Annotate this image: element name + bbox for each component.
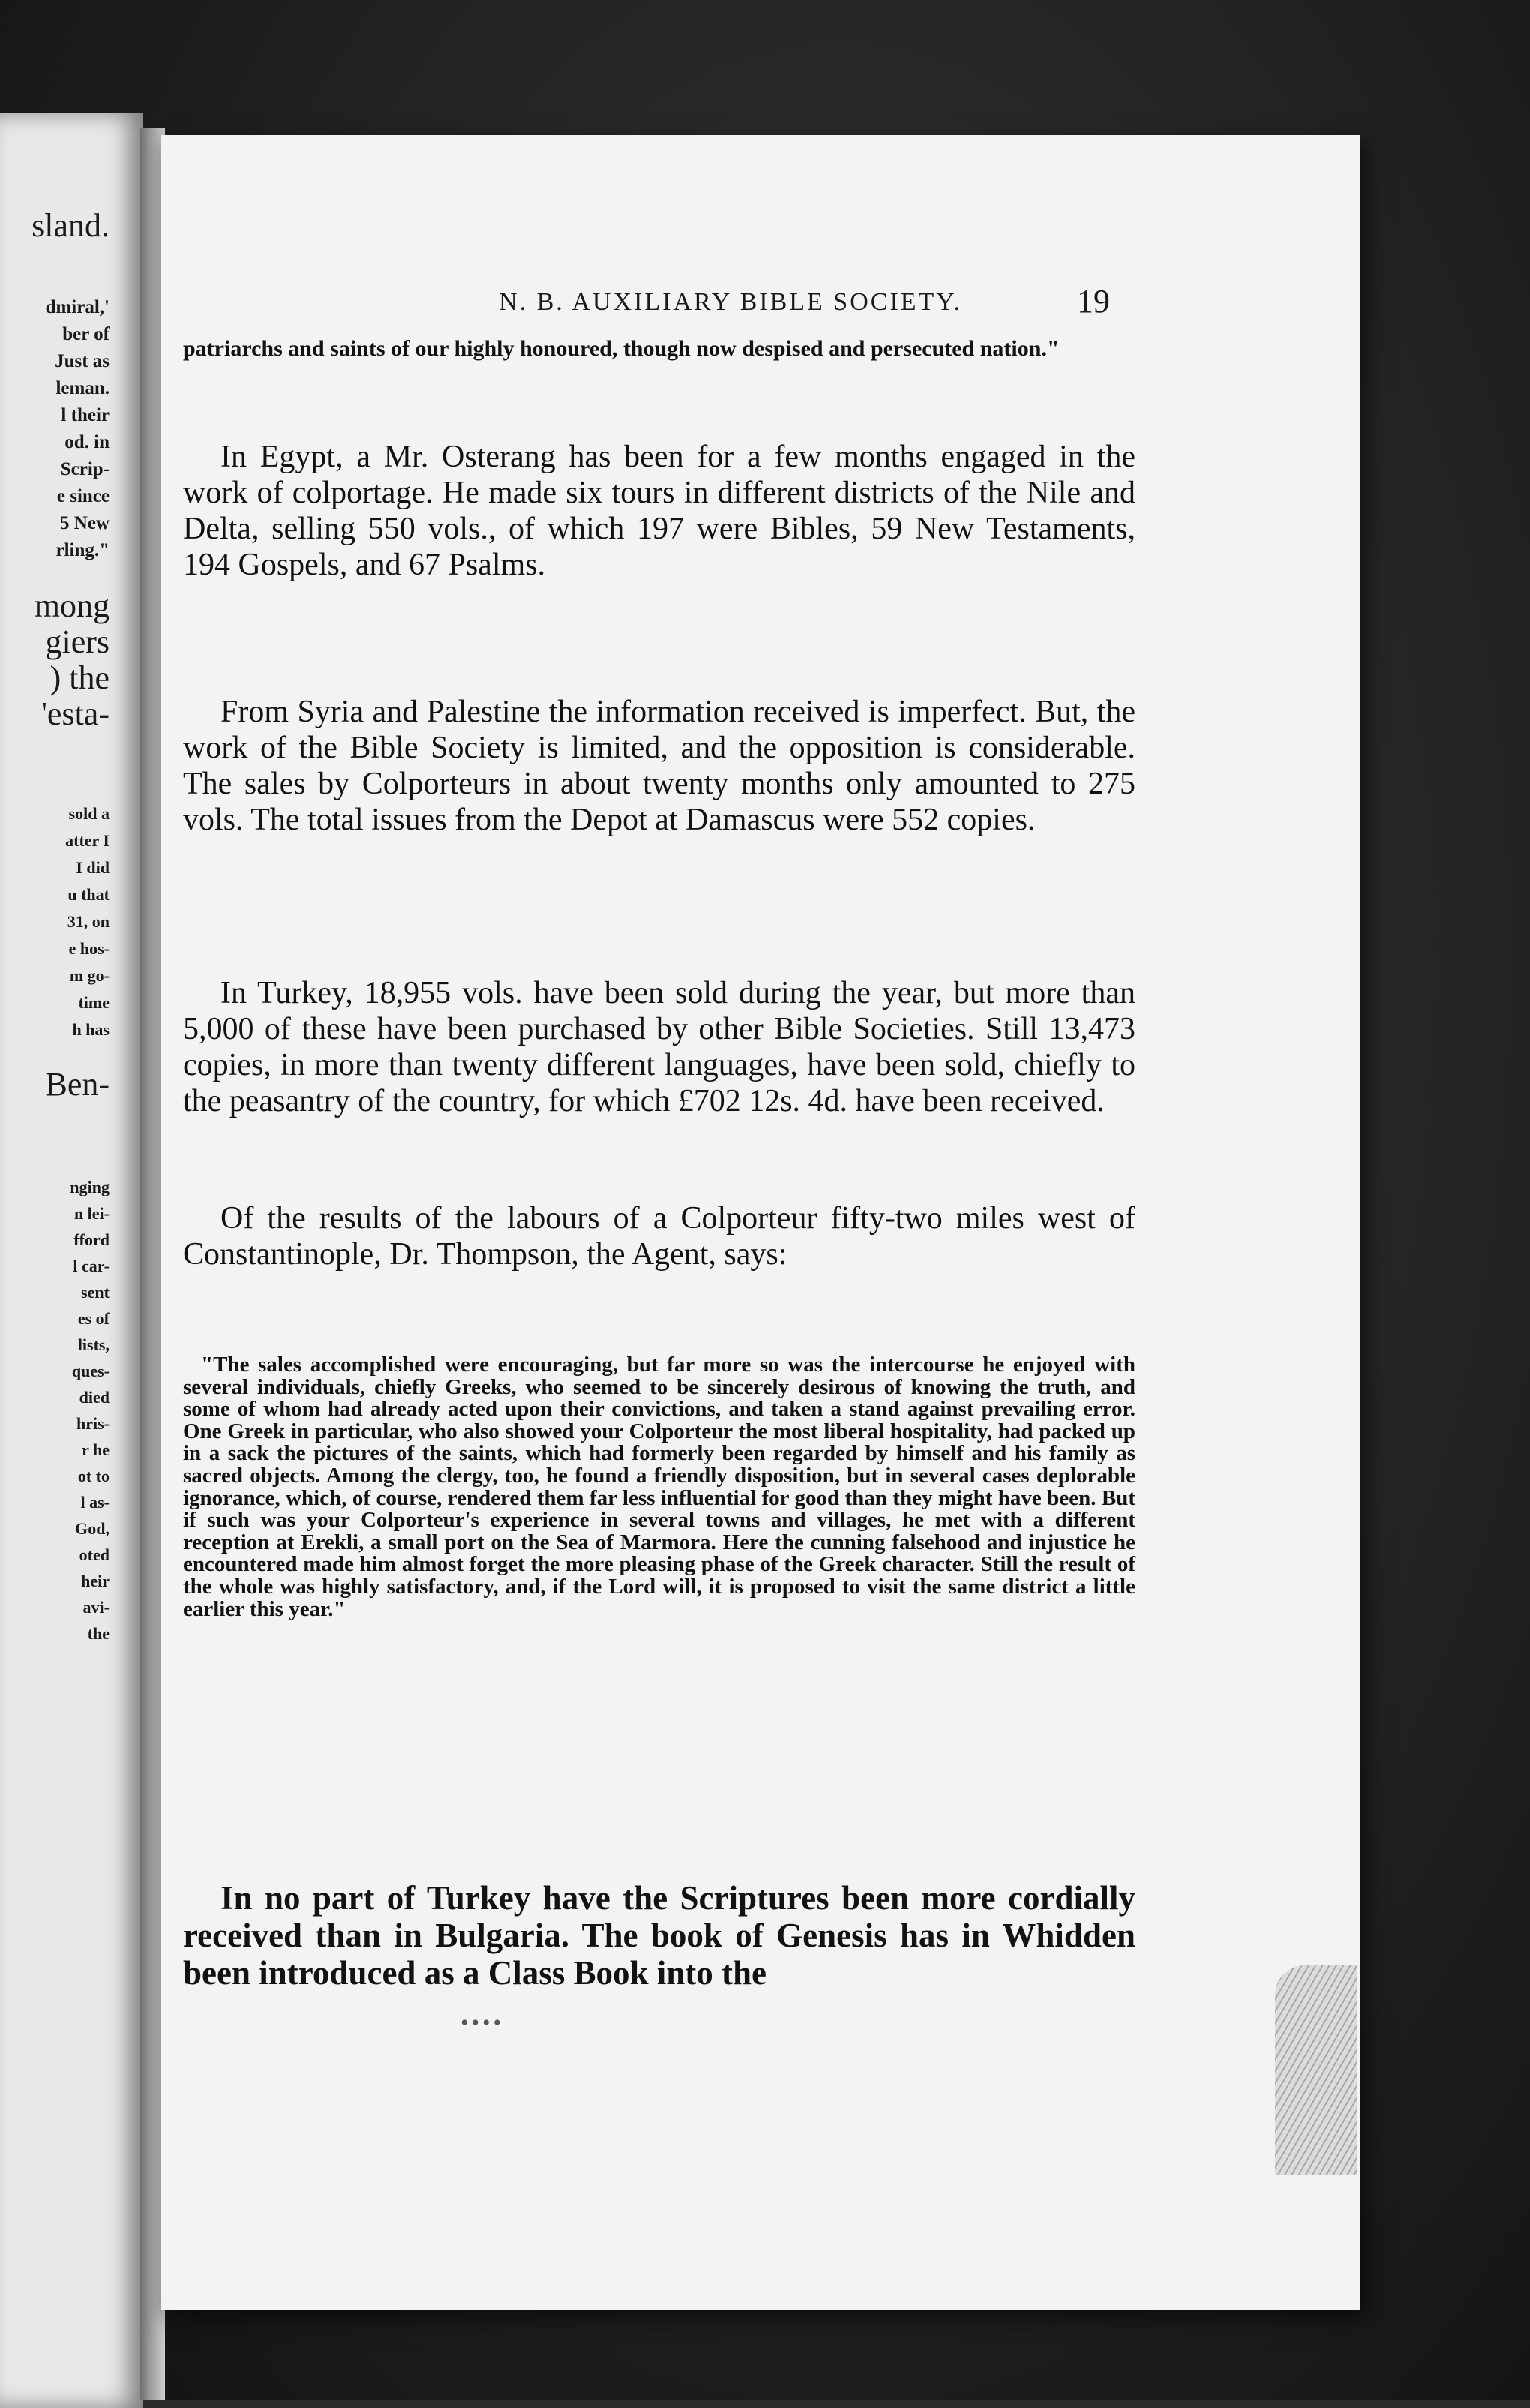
paragraph-colporteur-results: Of the results of the labours of a Colporteur fifty-two miles west of Constantinople, Dr. Thompson, the Agent, says: bbox=[183, 1201, 1136, 1272]
left-page-text-fragment: dmiral,' bbox=[45, 297, 110, 317]
paragraph-continued-quote: patriarchs and saints of our highly honoured, though now despised and persecuted nation." bbox=[183, 336, 1060, 361]
left-page-text-fragment: l as- bbox=[80, 1493, 110, 1512]
left-page-text-fragment: the bbox=[87, 1624, 110, 1643]
left-page-text-fragment: hris- bbox=[76, 1414, 110, 1433]
left-facing-page bbox=[0, 113, 142, 2408]
left-page-text-fragment: sold a bbox=[68, 804, 110, 823]
left-page-text-fragment: heir bbox=[81, 1572, 110, 1590]
paragraph-bulgaria: In no part of Turkey have the Scriptures been more cordially received than in Bulgaria. The book of Genesis has in Whidden been introduced as a Class Book into the bbox=[183, 1879, 1136, 1992]
left-page-text-fragment: u that bbox=[68, 885, 110, 904]
left-page-text-fragment: m go- bbox=[69, 966, 110, 985]
left-page-text-fragment: leman. bbox=[56, 378, 110, 398]
left-page-text-fragment: lists, bbox=[77, 1335, 110, 1354]
left-page-text-fragment: r he bbox=[82, 1440, 110, 1459]
left-page-text-fragment: fford bbox=[74, 1230, 110, 1249]
left-page-text-fragment: l car- bbox=[73, 1257, 110, 1275]
left-page-text-fragment: sland. bbox=[32, 207, 110, 244]
running-head: N. B. AUXILIARY BIBLE SOCIETY. bbox=[499, 288, 962, 316]
left-page-text-fragment: 'esta- bbox=[41, 695, 110, 732]
paragraph-syria-palestine: From Syria and Palestine the information received is imperfect. But, the work of the Bible Society is limited, and the opposition is considerable. The sales by Colporteurs in about twenty months only amounted to 275 vols. The total issues from the Depot at Damascus were 552 copies. bbox=[183, 695, 1136, 837]
left-page-text-fragment: Ben- bbox=[45, 1066, 110, 1103]
left-page-text-fragment: 31, on bbox=[67, 912, 110, 931]
left-page-text-fragment: atter I bbox=[65, 831, 110, 850]
left-page-text-fragment: es of bbox=[77, 1309, 110, 1328]
left-page-text-fragment: ques- bbox=[71, 1362, 110, 1380]
left-page-text-fragment: mong bbox=[34, 587, 110, 624]
left-page-text-fragment: I did bbox=[76, 858, 110, 877]
block-quote-thompson: "The sales accomplished were encouraging, but far more so was the intercourse he enjoyed with several individuals, chiefly Greeks, who seemed to be sincerely desirous of knowing the truth, and some of whom had already acted upon their convictions, and taken a stand against prevailing error. One Greek in particular, who also showed your Colporteur the most liberal hospitality, had packed up in a sack the pictures of the saints, which had formerly been regarded by himself and his family as sacred objects. Among the clergy, too, he found a friendly disposition, but in several cases deplorable ignorance, which, of course, rendered them far less influential for good than they might have been. But if such was your Colporteur's experience in several towns and villages, he met with a different reception at Erekli, a small port on the Sea of Marmora. Here the cunning falsehood and injustice he encountered made him almost forget the more pleasing phase of the Greek character. Still the result of the whole was highly satisfactory, and, if the Lord will, it is proposed to visit the same district a little earlier this year." bbox=[183, 1353, 1136, 1621]
paragraph-egypt: In Egypt, a Mr. Osterang has been for a few months engaged in the work of colportage. He made six tours in different districts of the Nile and Delta, selling 550 vols., of which 197 were Bibles, 59 New Testaments, 194 Gospels, and 67 Psalms. bbox=[183, 440, 1136, 582]
left-page-text-fragment: avi- bbox=[82, 1598, 110, 1617]
left-page-text-fragment: oted bbox=[79, 1545, 110, 1564]
left-page-text-fragment: rling." bbox=[56, 540, 110, 560]
left-page-text-fragment: e since bbox=[56, 486, 110, 506]
left-page-text-fragment: time bbox=[78, 993, 110, 1012]
left-page-text-fragment: l their bbox=[61, 405, 110, 425]
left-page-text-fragment: ) the bbox=[50, 659, 110, 696]
page-curl-edge bbox=[1275, 1965, 1358, 2175]
left-page-text-fragment: 5 New bbox=[60, 513, 110, 533]
page-number: 19 bbox=[1077, 283, 1110, 320]
footer-mark: •••• bbox=[460, 2010, 505, 2035]
left-page-text-fragment: od. in bbox=[64, 432, 110, 452]
paragraph-turkey: In Turkey, 18,955 vols. have been sold during the year, but more than 5,000 of these have been purchased by other Bible Societies. Still 13,473 copies, in more than twenty different languages, have been sold, chiefly to the peasantry of the country, for which £702 12s. 4d. have been received. bbox=[183, 976, 1136, 1118]
left-page-text-fragment: n lei- bbox=[74, 1204, 110, 1223]
left-page-text-fragment: nging bbox=[70, 1178, 110, 1196]
left-page-text-fragment: Just as bbox=[55, 351, 110, 371]
left-page-text-fragment: e hos- bbox=[68, 939, 110, 958]
left-page-text-fragment: died bbox=[79, 1388, 110, 1407]
left-page-text-fragment: giers bbox=[45, 623, 110, 660]
left-page-text-fragment: h has bbox=[72, 1020, 110, 1039]
left-page-text-fragment: sent bbox=[81, 1283, 110, 1302]
left-page-text-fragment: ber of bbox=[62, 324, 110, 344]
right-page bbox=[160, 135, 1360, 2310]
left-page-text-fragment: God, bbox=[75, 1519, 110, 1538]
left-page-text-fragment: Scrip- bbox=[60, 459, 110, 479]
left-page-text-fragment: ot to bbox=[77, 1467, 110, 1485]
